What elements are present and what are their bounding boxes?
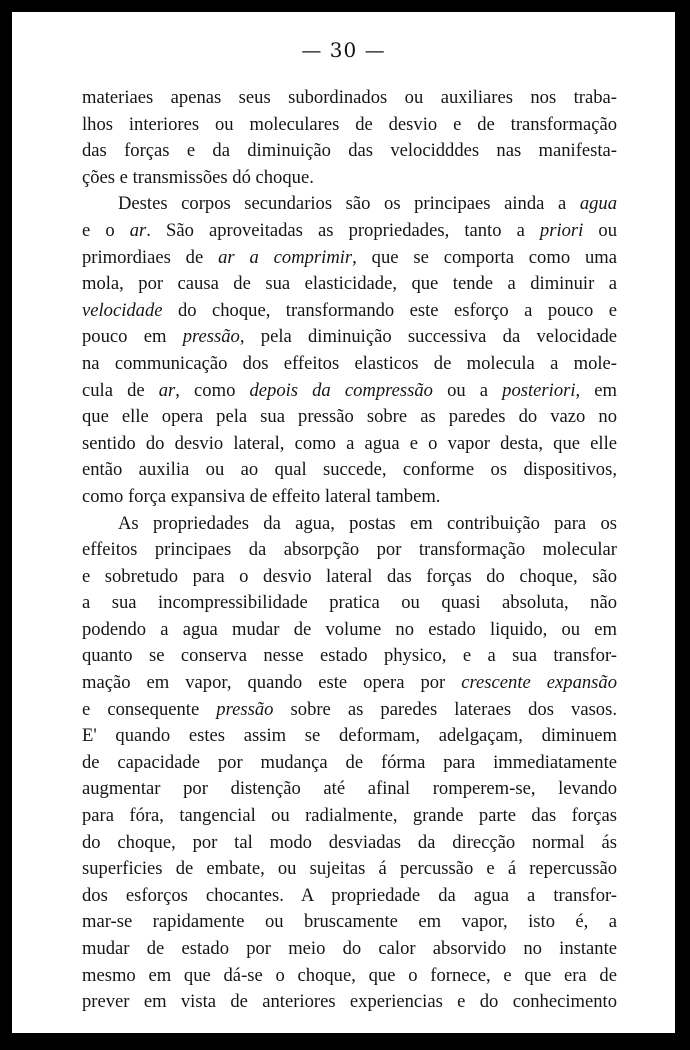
text-line: [82, 617, 617, 644]
text-run: , como: [175, 379, 250, 401]
text-line: [82, 856, 617, 883]
text-run: prever em vista de anteriores experiencias e do conhecimento: [82, 991, 617, 1013]
text-run: lhos interiores ou moleculares de desvio e de transformação: [82, 113, 617, 135]
text-run: ou: [583, 219, 617, 241]
text-run: e sobretudo para o desvio lateral das forças do choque, são: [82, 565, 617, 587]
text-line: [82, 112, 617, 139]
text-run: como força expansiva de effeito lateral tambem.: [82, 485, 441, 507]
text-line: [82, 271, 617, 298]
text-run: , em: [575, 379, 618, 401]
text-line: [82, 883, 617, 910]
text-line: [82, 750, 617, 777]
text-line: [82, 989, 617, 1016]
text-run: materiaes apenas seus subordinados ou auxiliares nos traba-: [82, 87, 617, 108]
text-line: [82, 511, 617, 538]
text-line: [82, 298, 617, 325]
paragraph: [82, 511, 617, 1016]
text-line: [82, 830, 617, 857]
text-line: [82, 670, 617, 697]
text-line: [82, 697, 617, 724]
text-run: para fóra, tangencial ou radialmente, grande parte das forças: [82, 805, 617, 827]
text-line: [82, 963, 617, 990]
text-run: ções e transmissões dó choque.: [82, 166, 314, 188]
page-number: — 30 —: [301, 38, 386, 62]
text-run: do choque, transformando este esforço a pouco e: [162, 299, 617, 321]
text-run: primordiaes de: [82, 246, 219, 268]
text-run: mudar de estado por meio do calor absorvido no instante: [82, 938, 617, 959]
text-run: pouco em: [82, 326, 183, 348]
text-line: [82, 643, 617, 670]
text-run: As propriedades da agua, postas em contribuição para os: [118, 512, 617, 534]
paragraph: [82, 191, 617, 510]
text-line: [82, 564, 617, 591]
italic-term: ar a comprimir: [218, 246, 353, 268]
italic-term: crescente expansão: [461, 672, 617, 694]
italic-term: pressão: [216, 698, 274, 720]
text-run: effeitos principaes da absorpção por transformação molecular: [82, 539, 617, 561]
text-run: sobre as paredes lateraes dos vasos.: [273, 698, 617, 720]
text-line: [82, 803, 617, 830]
text-run: ou a: [432, 379, 503, 401]
text-run: . São aproveitadas as propriedades, tanto a: [146, 219, 540, 241]
text-line: [82, 85, 617, 112]
paragraph: [82, 85, 617, 191]
text-run: sentido do desvio lateral, como a agua e o vapor desta, que elle: [82, 432, 617, 454]
text-line: [82, 723, 617, 750]
text-run: mação em vapor, quando este opera por: [82, 672, 462, 694]
text-line: [82, 324, 617, 351]
text-run: cula de: [82, 379, 159, 401]
text-line: [82, 351, 617, 378]
text-run: de capacidade por mudança de fórma para immediatamente: [82, 751, 617, 773]
text-run: , que se comporta como uma: [352, 246, 617, 268]
text-run: das forças e da diminuição das velocidddes nas manifesta-: [82, 140, 617, 162]
text-line: [82, 138, 617, 165]
text-run: e consequente: [82, 698, 217, 720]
text-line: [82, 457, 617, 484]
text-run: mesmo em que dá-se o choque, que o fornece, e que era de: [82, 964, 617, 986]
italic-term: priori: [539, 219, 584, 241]
text-line: [82, 776, 617, 803]
text-run: augmentar por distenção até afinal romperem-se, levando: [82, 778, 617, 800]
italic-term: velocidade: [82, 299, 163, 321]
text-run: que elle opera pela sua pressão sobre as paredes do vazo no: [82, 406, 617, 428]
text-line: [82, 191, 617, 218]
italic-term: depois da compressão: [249, 379, 433, 401]
text-run: mar-se rapidamente ou bruscamente em vapor, isto é, a: [82, 911, 617, 933]
italic-term: pressão: [182, 326, 240, 348]
text-run: a sua incompressibilidade pratica ou quasi absoluta, não: [82, 592, 617, 614]
text-run: do choque, por tal modo desviadas da direcção normal ás: [82, 831, 617, 853]
text-line: [82, 590, 617, 617]
text-line: [82, 909, 617, 936]
italic-term: ar: [158, 379, 176, 401]
text-run: e o: [82, 219, 130, 241]
text-line: [82, 484, 617, 511]
text-run: mola, por causa de sua elasticidade, que tende a diminuir a: [82, 273, 617, 295]
text-run: quanto se conserva nesse estado physico, e a sua transfor-: [82, 645, 617, 667]
text-line: [82, 936, 617, 963]
italic-term: ar: [129, 219, 147, 241]
text-line: [82, 245, 617, 272]
text-run: na communicação dos effeitos elasticos de molecula a mole-: [82, 352, 617, 374]
text-run: podendo a agua mudar de volume no estado liquido, ou em: [82, 618, 617, 640]
text-run: E' quando estes assim se deformam, adelgaçam, diminuem: [82, 725, 617, 747]
text-run: dos esforços chocantes. A propriedade da agua a transfor-: [82, 884, 617, 906]
text-line: [82, 404, 617, 431]
italic-term: posteriori: [502, 379, 576, 401]
book-page: [12, 12, 675, 1033]
text-line: [82, 537, 617, 564]
body-text: [82, 85, 617, 1016]
text-run: Destes corpos secundarios são os principaes ainda a: [118, 193, 580, 215]
italic-term: agua: [579, 193, 617, 215]
text-line: [82, 165, 617, 192]
text-line: [82, 378, 617, 405]
text-run: , pela diminuição successiva da velocidade: [239, 326, 618, 348]
text-line: [82, 218, 617, 245]
text-run: superficies de embate, ou sujeitas á percussão e á repercussão: [82, 858, 617, 880]
text-run: então auxilia ou ao qual succede, conforme os dispositivos,: [82, 459, 617, 481]
text-line: [82, 431, 617, 458]
